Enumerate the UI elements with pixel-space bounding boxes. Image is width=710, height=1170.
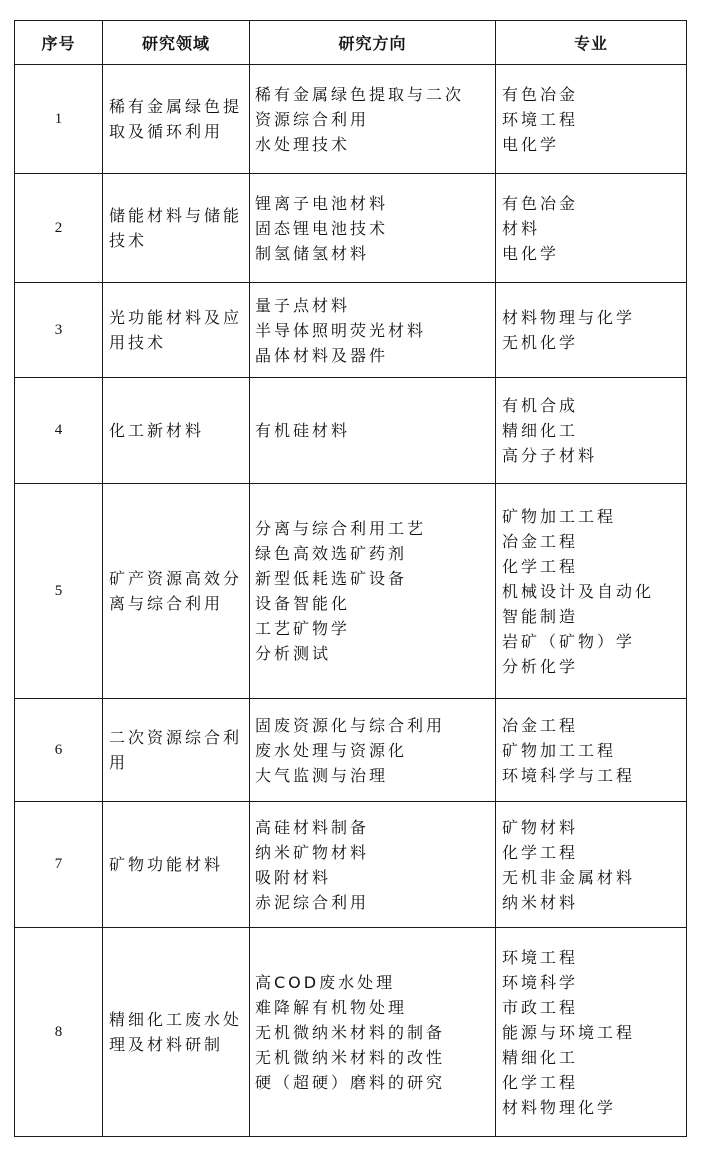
research-directions (250, 174, 496, 283)
row-number: 7 (15, 802, 103, 928)
direction-item: 资源综合利用 (255, 109, 370, 129)
research-directions (250, 802, 496, 928)
major-item: 环境工程 (502, 109, 579, 129)
majors (496, 699, 687, 802)
direction-item: 绿色高效选矿药剂 (255, 544, 408, 563)
major-item: 冶金工程 (502, 715, 579, 735)
majors (496, 928, 687, 1137)
majors (496, 174, 687, 283)
major-item: 高分子材料 (502, 446, 598, 465)
major-item: 环境科学 (502, 972, 579, 992)
research-directions (250, 378, 496, 484)
research-field-text: 储能材料与储能技术 (109, 206, 243, 250)
majors (496, 283, 687, 378)
research-directions (250, 283, 496, 378)
direction-item: 分析测试 (255, 644, 332, 663)
direction-item: 有机硅材料 (255, 421, 351, 440)
major-item: 材料 (502, 218, 541, 238)
major-item: 精细化工 (502, 421, 579, 440)
table-row (15, 802, 687, 928)
direction-item: 大气监测与治理 (255, 765, 389, 785)
direction-item: 水处理技术 (255, 134, 351, 154)
major-item: 无机化学 (502, 333, 579, 352)
research-field (103, 378, 250, 484)
direction-item: 固废资源化与综合利用 (255, 715, 446, 735)
research-field-text: 矿物功能材料 (109, 855, 224, 874)
direction-item: 高硅材料制备 (255, 817, 370, 837)
major-item: 矿物材料 (502, 817, 579, 837)
direction-item: 制氢储氢材料 (255, 243, 370, 263)
major-item: 市政工程 (502, 997, 579, 1017)
major-item: 精细化工 (502, 1047, 579, 1067)
research-field (103, 928, 250, 1137)
major-item: 纳米材料 (502, 892, 579, 912)
majors (496, 65, 687, 174)
direction-item: 高COD废水处理 (255, 972, 396, 992)
major-item: 矿物加工工程 (502, 506, 617, 526)
row-number: 5 (15, 484, 103, 699)
research-field (103, 484, 250, 699)
majors (496, 484, 687, 699)
research-directions (250, 928, 496, 1137)
direction-item: 硬（超硬）磨料的研究 (255, 1072, 446, 1092)
research-field-text: 光功能材料及应用技术 (109, 308, 243, 352)
research-table-page (14, 20, 686, 1137)
research-field (103, 174, 250, 283)
major-item: 有机合成 (502, 396, 579, 415)
table-row (15, 484, 687, 699)
direction-item: 量子点材料 (255, 295, 351, 315)
table-row (15, 65, 687, 174)
research-field-text: 矿产资源高效分离与综合利用 (109, 569, 243, 613)
major-item: 智能制造 (502, 606, 579, 626)
header-no: 序号 (15, 21, 103, 65)
direction-item: 晶体材料及器件 (255, 345, 389, 365)
table-header-row (15, 21, 687, 65)
majors (496, 802, 687, 928)
header-directions: 研究方向 (250, 21, 496, 65)
row-number: 1 (15, 65, 103, 174)
major-item: 能源与环境工程 (502, 1022, 636, 1042)
header-majors: 专业 (496, 21, 687, 65)
research-field-text: 化工新材料 (109, 421, 205, 440)
direction-item: 无机微纳米材料的改性 (255, 1047, 446, 1067)
majors (496, 378, 687, 484)
direction-item: 废水处理与资源化 (255, 740, 408, 760)
direction-item: 半导体照明荧光材料 (255, 320, 427, 340)
direction-item: 分离与综合利用工艺 (255, 519, 427, 538)
table-row (15, 283, 687, 378)
research-field (103, 283, 250, 378)
row-number: 4 (15, 378, 103, 484)
research-directions (250, 484, 496, 699)
direction-item: 锂离子电池材料 (255, 193, 389, 213)
research-field (103, 65, 250, 174)
major-item: 电化学 (502, 134, 560, 154)
direction-item: 赤泥综合利用 (255, 892, 370, 912)
research-table (14, 20, 687, 1137)
research-field (103, 699, 250, 802)
row-number: 3 (15, 283, 103, 378)
research-field (103, 802, 250, 928)
direction-item: 纳米矿物材料 (255, 842, 370, 862)
research-field-text: 二次资源综合利用 (109, 728, 243, 772)
major-item: 分析化学 (502, 656, 579, 676)
row-number: 6 (15, 699, 103, 802)
direction-item: 吸附材料 (255, 867, 332, 887)
direction-item: 固态锂电池技术 (255, 218, 389, 238)
row-number: 2 (15, 174, 103, 283)
major-item: 机械设计及自动化 (502, 581, 655, 601)
table-row (15, 378, 687, 484)
major-item: 环境科学与工程 (502, 765, 636, 785)
direction-item: 无机微纳米材料的制备 (255, 1022, 446, 1042)
research-directions (250, 65, 496, 174)
table-row (15, 928, 687, 1137)
major-item: 电化学 (502, 243, 560, 263)
major-item: 矿物加工工程 (502, 740, 617, 760)
major-item: 化学工程 (502, 842, 579, 862)
major-item: 无机非金属材料 (502, 867, 636, 887)
direction-item: 稀有金属绿色提取与二次 (255, 84, 465, 104)
major-item: 材料物理与化学 (502, 308, 636, 327)
direction-item: 设备智能化 (255, 594, 351, 613)
research-field-text: 精细化工废水处理及材料研制 (109, 1010, 243, 1054)
major-item: 有色冶金 (502, 193, 579, 213)
major-item: 化学工程 (502, 1072, 579, 1092)
major-item: 环境工程 (502, 947, 579, 967)
major-item: 有色冶金 (502, 84, 579, 104)
direction-item: 难降解有机物处理 (255, 997, 408, 1017)
research-field-text: 稀有金属绿色提取及循环利用 (109, 97, 243, 141)
header-field: 研究领域 (103, 21, 250, 65)
major-item: 岩矿（矿物）学 (502, 631, 636, 651)
table-row (15, 699, 687, 802)
major-item: 冶金工程 (502, 531, 579, 551)
table-row (15, 174, 687, 283)
major-item: 材料物理化学 (502, 1097, 617, 1117)
direction-item: 新型低耗选矿设备 (255, 569, 408, 588)
row-number: 8 (15, 928, 103, 1137)
major-item: 化学工程 (502, 556, 579, 576)
direction-item: 工艺矿物学 (255, 619, 351, 638)
research-directions (250, 699, 496, 802)
